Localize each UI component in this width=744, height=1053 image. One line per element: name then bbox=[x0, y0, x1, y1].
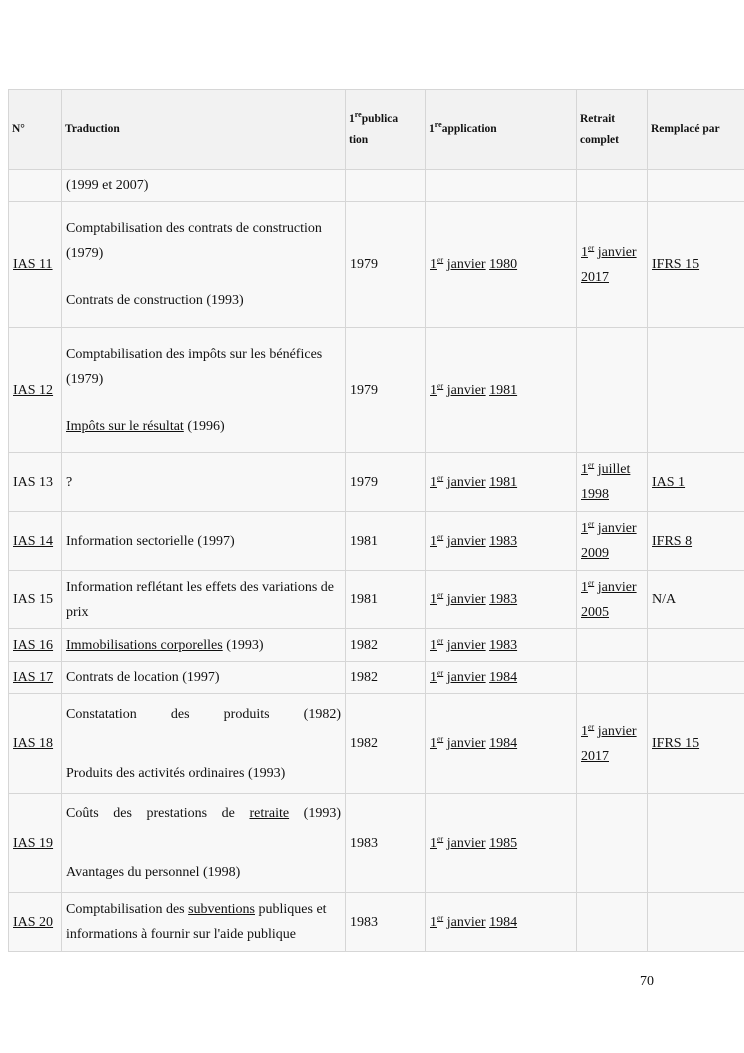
cell-application[interactable]: 1er janvier 1984 bbox=[426, 662, 577, 694]
cell-publication: 1979 bbox=[346, 202, 426, 328]
standard-link-ias-19[interactable]: IAS 19 bbox=[9, 794, 62, 893]
cell-retrait[interactable]: 1er janvier 2005 bbox=[577, 571, 648, 629]
header-first-application: 1reapplication bbox=[426, 90, 577, 170]
traduction-link[interactable]: subventions bbox=[188, 902, 255, 917]
header-traduction: Traduction bbox=[62, 90, 346, 170]
cell-remplace bbox=[648, 629, 744, 662]
cell-traduction: Comptabilisation des impôts sur les bénéfices (1979) Impôts sur le résultat (1996) bbox=[62, 328, 346, 453]
table-row bbox=[9, 629, 744, 662]
cell-retrait[interactable]: 1er janvier 2009 bbox=[577, 512, 648, 571]
standard-link-ias-11[interactable]: IAS 11 bbox=[9, 202, 62, 328]
cell-num: IAS 13 bbox=[9, 453, 62, 512]
cell-application bbox=[426, 170, 577, 202]
cell-traduction: Coûts des prestations de retraite (1993) Avantages du personnel (1998) bbox=[62, 794, 346, 893]
standard-link-ias-12[interactable]: IAS 12 bbox=[9, 328, 62, 453]
cell-retrait[interactable]: 1er janvier 2017 bbox=[577, 694, 648, 794]
cell-retrait bbox=[577, 170, 648, 202]
cell-traduction: Contrats de location (1997) bbox=[62, 662, 346, 694]
cell-application[interactable]: 1er janvier 1980 bbox=[426, 202, 577, 328]
cell-remplace bbox=[648, 170, 744, 202]
cell-traduction: Information sectorielle (1997) bbox=[62, 512, 346, 571]
cell-publication: 1981 bbox=[346, 571, 426, 629]
standard-link-ias-20[interactable]: IAS 20 bbox=[9, 893, 62, 952]
cell-remplace: N/A bbox=[648, 571, 744, 629]
traduction-link[interactable]: Impôts sur le résultat bbox=[66, 418, 184, 434]
table-row bbox=[9, 794, 744, 893]
cell-retrait[interactable]: 1er juillet 1998 bbox=[577, 453, 648, 512]
cell-traduction: Comptabilisation des subventions publiques et informations à fournir sur l'aide publique bbox=[62, 893, 346, 952]
cell-num: IAS 15 bbox=[9, 571, 62, 629]
header-num: N° bbox=[9, 90, 62, 170]
table-row bbox=[9, 202, 744, 328]
cell-traduction: Immobilisations corporelles (1993) bbox=[62, 629, 346, 662]
cell-retrait bbox=[577, 794, 648, 893]
table-row bbox=[9, 694, 744, 794]
cell-retrait bbox=[577, 662, 648, 694]
header-retrait-complet: Retrait complet bbox=[577, 90, 648, 170]
replacement-link[interactable]: IAS 1 bbox=[648, 453, 744, 512]
cell-num bbox=[9, 170, 62, 202]
table-row bbox=[9, 571, 744, 629]
cell-traduction: Comptabilisation des contrats de construction (1979) Contrats de construction (1993) bbox=[62, 202, 346, 328]
table-row bbox=[9, 893, 744, 952]
replacement-link[interactable]: IFRS 15 bbox=[648, 202, 744, 328]
cell-application[interactable]: 1er janvier 1984 bbox=[426, 893, 577, 952]
cell-publication: 1981 bbox=[346, 512, 426, 571]
replacement-link[interactable]: IFRS 8 bbox=[648, 512, 744, 571]
header-remplace-par: Remplacé par bbox=[648, 90, 744, 170]
cell-application[interactable]: 1er janvier 1984 bbox=[426, 694, 577, 794]
cell-remplace bbox=[648, 328, 744, 453]
replacement-link[interactable]: IFRS 15 bbox=[648, 694, 744, 794]
cell-retrait bbox=[577, 893, 648, 952]
cell-application[interactable]: 1er janvier 1983 bbox=[426, 629, 577, 662]
table-row bbox=[9, 328, 744, 453]
cell-application[interactable]: 1er janvier 1983 bbox=[426, 571, 577, 629]
cell-retrait[interactable]: 1er janvier 2017 bbox=[577, 202, 648, 328]
traduction-link[interactable]: retraite bbox=[249, 806, 290, 821]
cell-publication: 1983 bbox=[346, 794, 426, 893]
cell-traduction: Information reflétant les effets des variations de prix bbox=[62, 571, 346, 629]
cell-publication bbox=[346, 170, 426, 202]
cell-retrait bbox=[577, 328, 648, 453]
cell-application[interactable]: 1er janvier 1983 bbox=[426, 512, 577, 571]
cell-remplace bbox=[648, 662, 744, 694]
cell-remplace bbox=[648, 893, 744, 952]
table-row bbox=[9, 170, 744, 202]
traduction-link[interactable]: Immobilisations corporelles bbox=[66, 637, 223, 653]
cell-remplace bbox=[648, 794, 744, 893]
cell-application[interactable]: 1er janvier 1981 bbox=[426, 328, 577, 453]
cell-traduction: ? bbox=[62, 453, 346, 512]
ias-standards-table bbox=[8, 89, 744, 952]
table-header-row bbox=[9, 90, 744, 170]
cell-publication: 1982 bbox=[346, 694, 426, 794]
cell-publication: 1979 bbox=[346, 453, 426, 512]
standard-link-ias-18[interactable]: IAS 18 bbox=[9, 694, 62, 794]
cell-publication: 1982 bbox=[346, 662, 426, 694]
page-number: 70 bbox=[640, 974, 654, 989]
cell-publication: 1983 bbox=[346, 893, 426, 952]
table-row bbox=[9, 453, 744, 512]
standard-link-ias-16[interactable]: IAS 16 bbox=[9, 629, 62, 662]
cell-traduction: (1999 et 2007) bbox=[62, 170, 346, 202]
cell-traduction: Constatation des produits (1982) Produits des activités ordinaires (1993) bbox=[62, 694, 346, 794]
cell-application[interactable]: 1er janvier 1985 bbox=[426, 794, 577, 893]
table-row bbox=[9, 512, 744, 571]
standard-link-ias-17[interactable]: IAS 17 bbox=[9, 662, 62, 694]
cell-retrait bbox=[577, 629, 648, 662]
standard-link-ias-14[interactable]: IAS 14 bbox=[9, 512, 62, 571]
header-first-publication: 1republica tion bbox=[346, 90, 426, 170]
cell-publication: 1982 bbox=[346, 629, 426, 662]
table-row bbox=[9, 662, 744, 694]
cell-publication: 1979 bbox=[346, 328, 426, 453]
cell-application[interactable]: 1er janvier 1981 bbox=[426, 453, 577, 512]
